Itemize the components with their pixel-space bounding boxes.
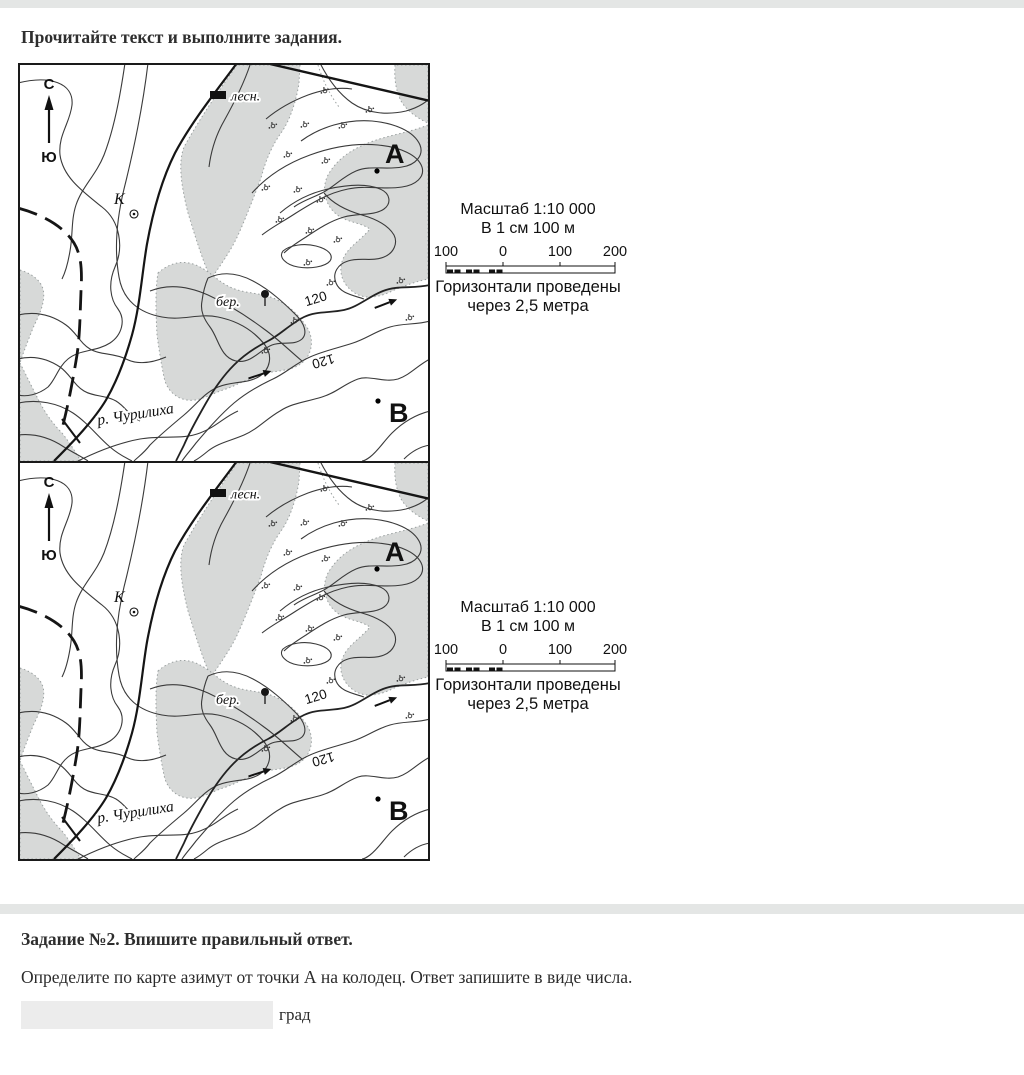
scale-bar-label: 0 — [498, 244, 508, 260]
unit-label: град — [279, 1005, 311, 1024]
task-question: Определите по карте азимут от точки А на колодец. Ответ запишите в виде числа. — [21, 967, 633, 987]
scale-bar-label: 0 — [498, 642, 508, 658]
scale-bar — [433, 659, 623, 672]
contour-note-line1: Горизонтали проведены — [435, 278, 621, 296]
scale-bar-label: 200 — [602, 642, 628, 658]
contour-note-line2: через 2,5 метра — [467, 695, 589, 713]
scale-subtitle: В 1 см 100 м — [480, 618, 576, 635]
scale-subtitle: В 1 см 100 м — [480, 220, 576, 237]
answer-row — [21, 1001, 311, 1029]
contour-note-line1: Горизонтали проведены — [435, 676, 621, 694]
intro-heading: Прочитайте текст и выполните задания. — [21, 27, 343, 47]
topographic-map-2 — [18, 461, 430, 861]
scale-title: Масштаб 1:10 000 — [460, 201, 596, 218]
scale-bar-labels — [433, 244, 628, 260]
scale-bar-labels — [433, 642, 628, 658]
scale-bar-label: 200 — [602, 244, 628, 260]
section-divider — [0, 904, 1024, 914]
task-heading: Задание №2. Впишите правильный ответ. — [21, 929, 353, 949]
scale-bar — [433, 261, 623, 274]
top-divider-bar — [0, 0, 1024, 8]
scale-bar-label: 100 — [547, 244, 573, 260]
scale-bar-label: 100 — [433, 642, 459, 658]
scale-title: Масштаб 1:10 000 — [460, 599, 596, 616]
topographic-map-1 — [18, 63, 430, 463]
map-legend-2 — [433, 598, 628, 714]
map-figure-1 — [18, 63, 430, 463]
scale-bar-label: 100 — [547, 642, 573, 658]
map-figure-2 — [18, 461, 430, 861]
map-legend-1 — [433, 200, 628, 316]
scale-bar-label: 100 — [433, 244, 459, 260]
answer-input[interactable] — [21, 1001, 273, 1029]
contour-note-line2: через 2,5 метра — [467, 297, 589, 315]
